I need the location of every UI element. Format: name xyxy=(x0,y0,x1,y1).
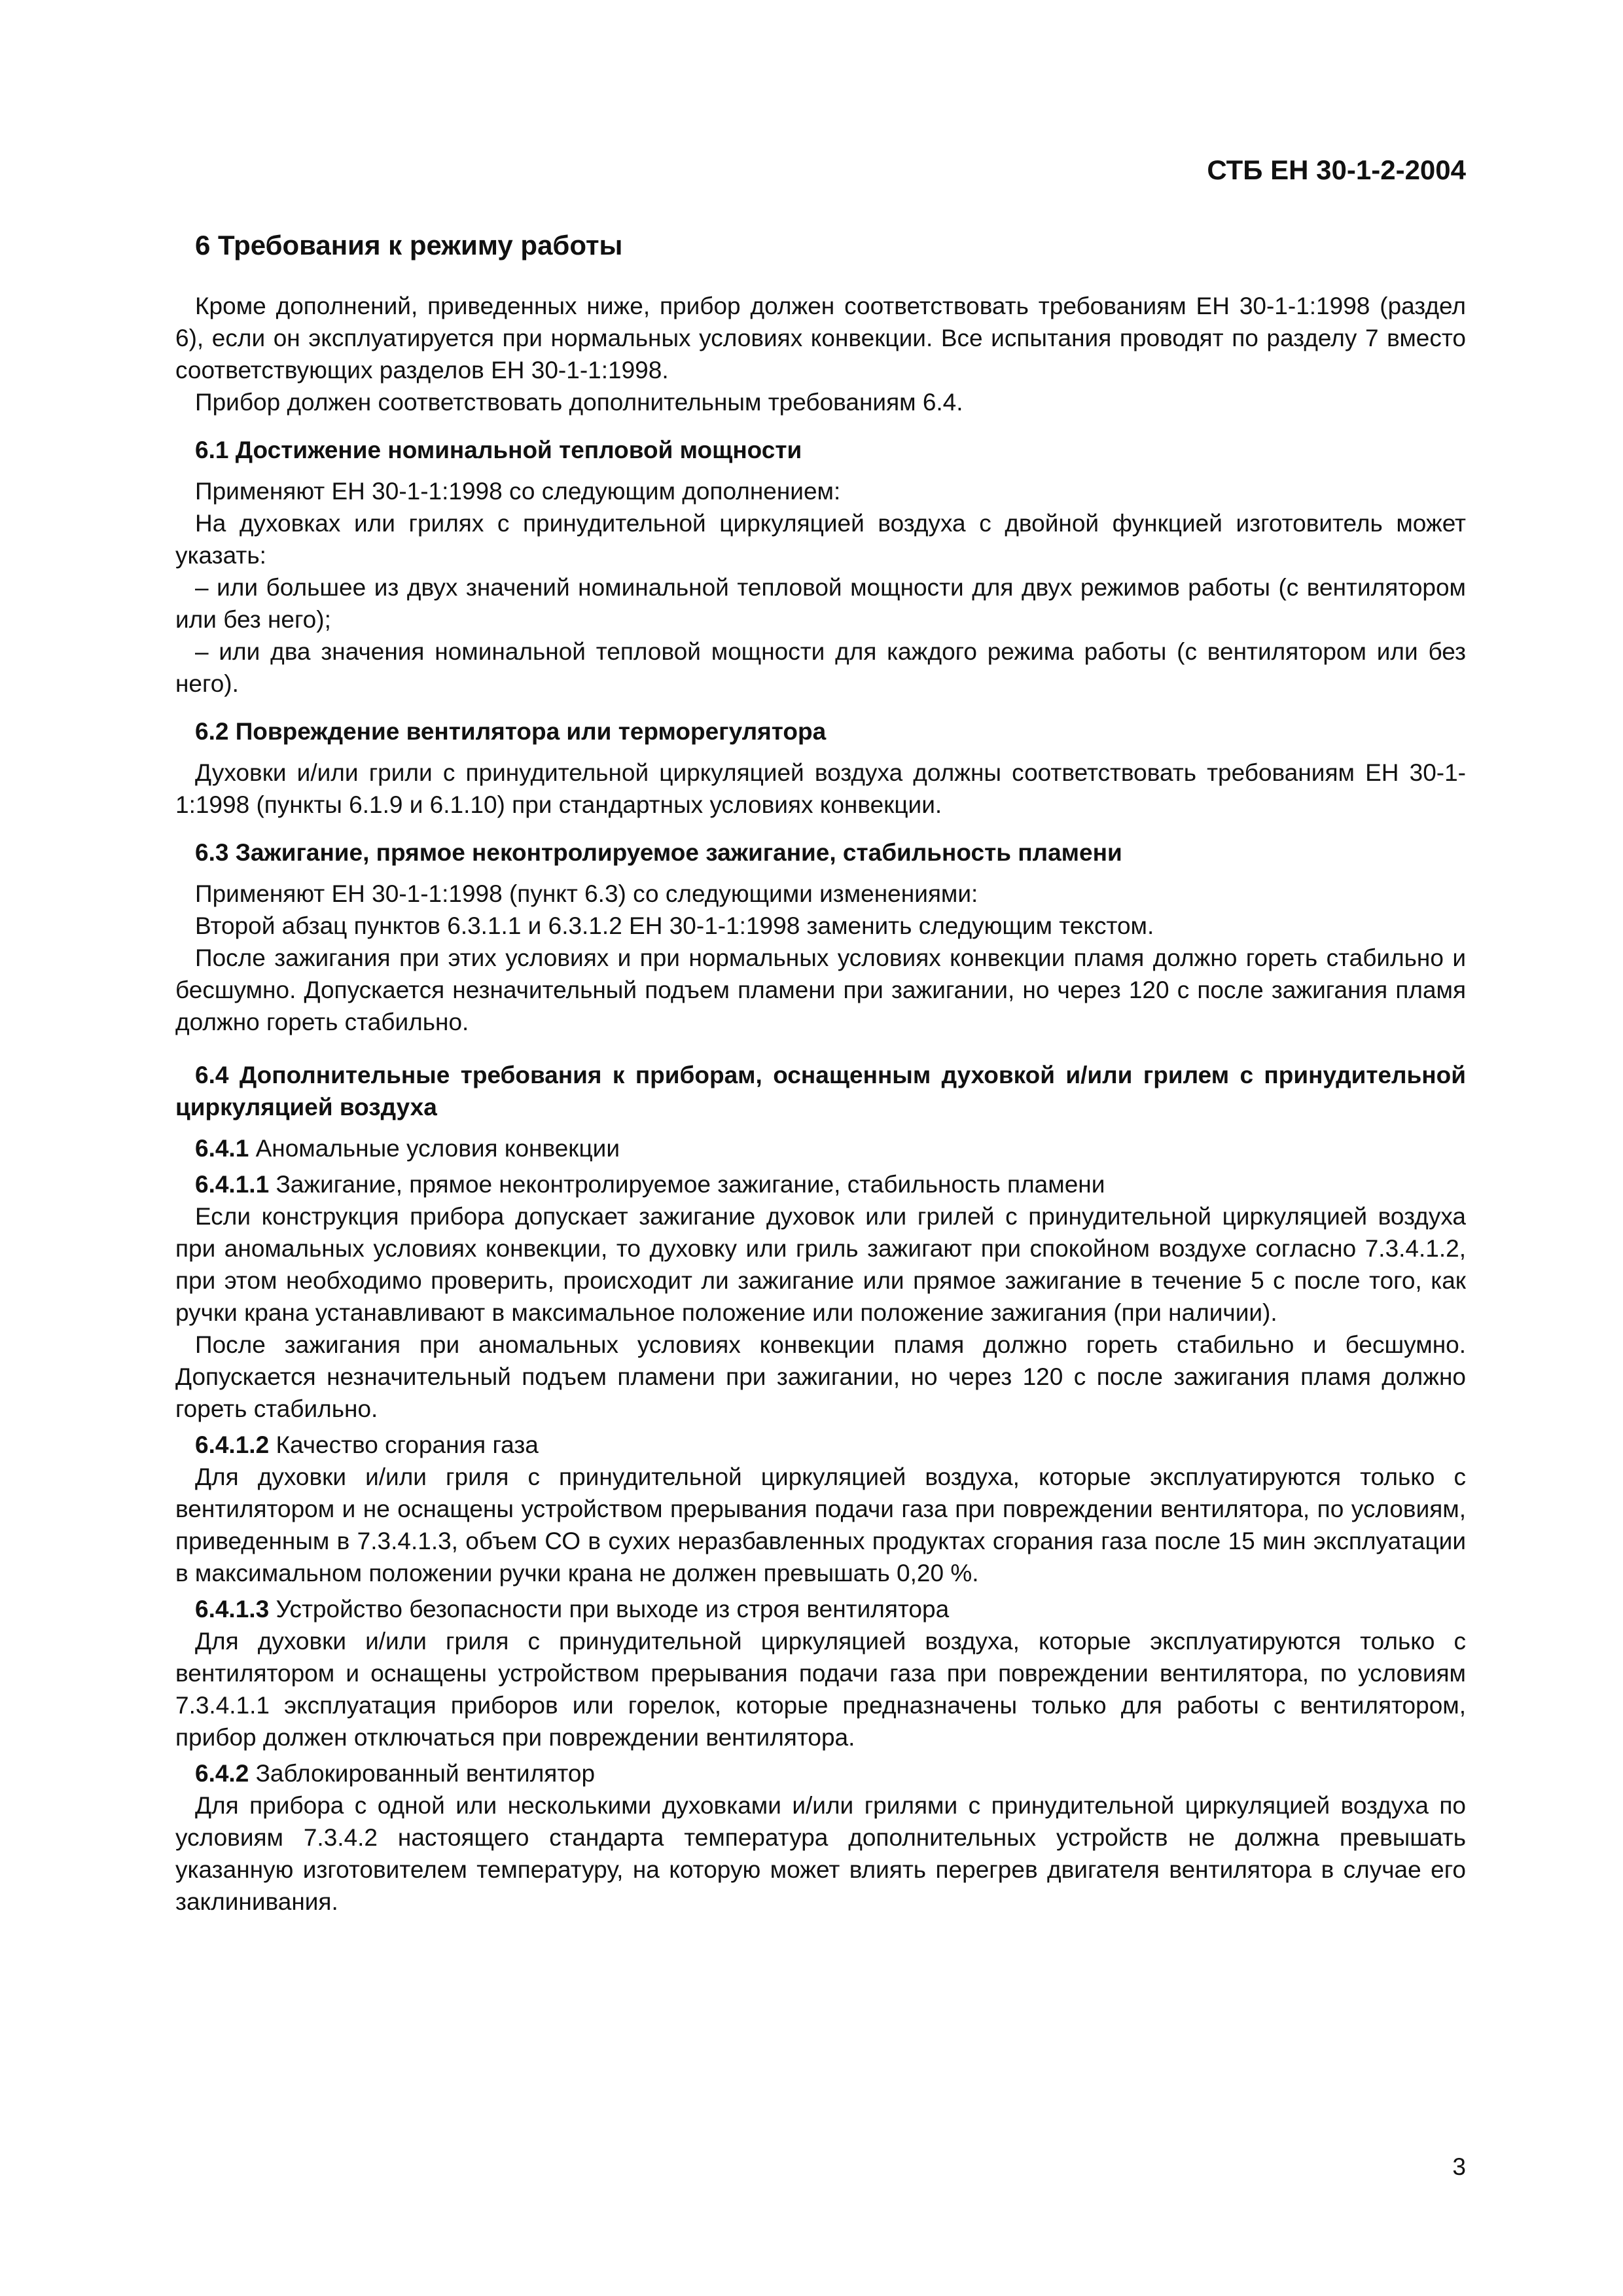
section-6-3-paragraph-2: Второй абзац пунктов 6.3.1.1 и 6.3.1.2 ЕН 30-1-1:1998 заменить следующим текстом. xyxy=(195,912,1154,939)
clause-6-4-1-3 xyxy=(175,1593,1466,1625)
section-6-1-list-item-2: – или два значения номинальной тепловой мощности для каждого режима работы (с вентилятором или без него). xyxy=(175,638,1466,697)
section-6-1-paragraph-1: Применяют ЕН 30-1-1:1998 со следующим дополнением: xyxy=(195,478,841,505)
page-number: 3 xyxy=(1452,2153,1466,2180)
section-6-2-title: 6.2 Повреждение вентилятора или терморегулятора xyxy=(195,718,827,745)
clause-6-4-1-1-number: 6.4.1.1 xyxy=(195,1171,270,1198)
section-6-1-paragraph-2: На духовках или грилях с принудительной циркуляцией воздуха с двойной функцией изготовитель может указать: xyxy=(175,510,1466,569)
document-code-header: СТБ ЕН 30-1-2-2004 xyxy=(1207,154,1466,185)
clause-6-4-1-text: Аномальные условия конвекции xyxy=(255,1135,620,1162)
section-6-3-paragraph-3: После зажигания при этих условиях и при нормальных условиях конвекции пламя должно гореть стабильно и бесшумно. Допускается незначительный подъем пламени при зажигании, но через 120 с после зажигания пламя должно гореть стабильно. xyxy=(175,944,1466,1035)
clause-6-4-2-text: Заблокированный вентилятор xyxy=(255,1760,596,1787)
clause-6-4-1-2-text: Качество сгорания газа xyxy=(276,1431,539,1458)
clause-6-4-1-2-paragraph-1: Для духовки и/или гриля с принудительной циркуляцией воздуха, которые эксплуатируются только с вентилятором и не оснащены устройством прерывания подачи газа при повреждении вентилятора, по условиям, приведенным в 7.3.4.1.3, объем СО в сухих неразбавленных продуктах сгорания газа после 15 мин эксплуатации в максимальном положении ручки крана не должен превышать 0,20 %. xyxy=(175,1463,1466,1587)
clause-6-4-1-2-number: 6.4.1.2 xyxy=(195,1431,270,1458)
section-6-4-title: 6.4 Дополнительные требования к приборам, оснащенным духовкой и/или грилем с принудительной циркуляцией воздуха xyxy=(175,1062,1466,1121)
section-6-1-list-item-1: – или большее из двух значений номинальной тепловой мощности для двух режимов работы (с вентилятором или без него); xyxy=(175,574,1466,633)
clause-6-4-1-3-text: Устройство безопасности при выходе из строя вентилятора xyxy=(276,1596,950,1623)
section-6-2-paragraph-1: Духовки и/или грили с принудительной циркуляцией воздуха должны соответствовать требованиям ЕН 30-1-1:1998 (пункты 6.1.9 и 6.1.10) при стандартных условиях конвекции. xyxy=(175,759,1466,818)
clause-6-4-1-number: 6.4.1 xyxy=(195,1135,249,1162)
clause-6-4-1-1 xyxy=(175,1168,1466,1200)
clause-6-4-2-number: 6.4.2 xyxy=(195,1760,249,1787)
clause-6-4-2 xyxy=(175,1757,1466,1789)
section-6-3-paragraph-1: Применяют ЕН 30-1-1:1998 (пункт 6.3) со следующими изменениями: xyxy=(195,880,978,907)
section-6-3-title: 6.3 Зажигание, прямое неконтролируемое зажигание, стабильность пламени xyxy=(195,839,1122,866)
clause-6-4-1-1-text: Зажигание, прямое неконтролируемое зажигание, стабильность пламени xyxy=(276,1171,1105,1198)
document-body xyxy=(175,229,1466,1918)
section-6-paragraph-1: Кроме дополнений, приведенных ниже, прибор должен соответствовать требованиям ЕН 30-1-1:1998 (раздел 6), если он эксплуатируется при нормальных условиях конвекции. Все испытания проводят по разделу 7 вместо соответствующих разделов ЕН 30-1-1:1998. xyxy=(175,293,1466,384)
clause-6-4-2-paragraph-1: Для прибора с одной или несколькими духовками и/или грилями с принудительной циркуляцией воздуха по условиям 7.3.4.2 настоящего стандарта температура дополнительных устройств не должна превышать указанную изготовителем температуру, на которую может влиять перегрев двигателя вентилятора в случае его заклинивания. xyxy=(175,1792,1466,1915)
clause-6-4-1-3-paragraph-1: Для духовки и/или гриля с принудительной циркуляцией воздуха, которые эксплуатируются только с вентилятором и оснащены устройством прерывания подачи газа при повреждении вентилятора, по условиям 7.3.4.1.1 эксплуатация приборов или горелок, которые предназначены только для работы с вентилятором, прибор должен отключаться при повреждении вентилятора. xyxy=(175,1628,1466,1751)
clause-6-4-1-2 xyxy=(175,1429,1466,1461)
section-6-title: 6 Требования к режиму работы xyxy=(195,230,623,260)
clause-6-4-1 xyxy=(175,1132,1466,1164)
clause-6-4-1-3-number: 6.4.1.3 xyxy=(195,1596,270,1623)
section-6-paragraph-2: Прибор должен соответствовать дополнительным требованиям 6.4. xyxy=(195,389,963,416)
clause-6-4-1-1-paragraph-1: Если конструкция прибора допускает зажигание духовок или грилей с принудительной циркуляцией воздуха при аномальных условиях конвекции, то духовку или гриль зажигают при спокойном воздухе согласно 7.3.4.1.2, при этом необходимо проверить, происходит ли зажигание или прямое зажигание в течение 5 с после того, как ручки крана устанавливают в максимальное положение или положение зажигания (при наличии). xyxy=(175,1203,1466,1326)
clause-6-4-1-1-paragraph-2: После зажигания при аномальных условиях конвекции пламя должно гореть стабильно и бесшумно. Допускается незначительный подъем пламени при зажигании, но через 120 с после зажигания пламя должно гореть стабильно. xyxy=(175,1331,1466,1422)
section-6-1-title: 6.1 Достижение номинальной тепловой мощности xyxy=(195,437,802,463)
